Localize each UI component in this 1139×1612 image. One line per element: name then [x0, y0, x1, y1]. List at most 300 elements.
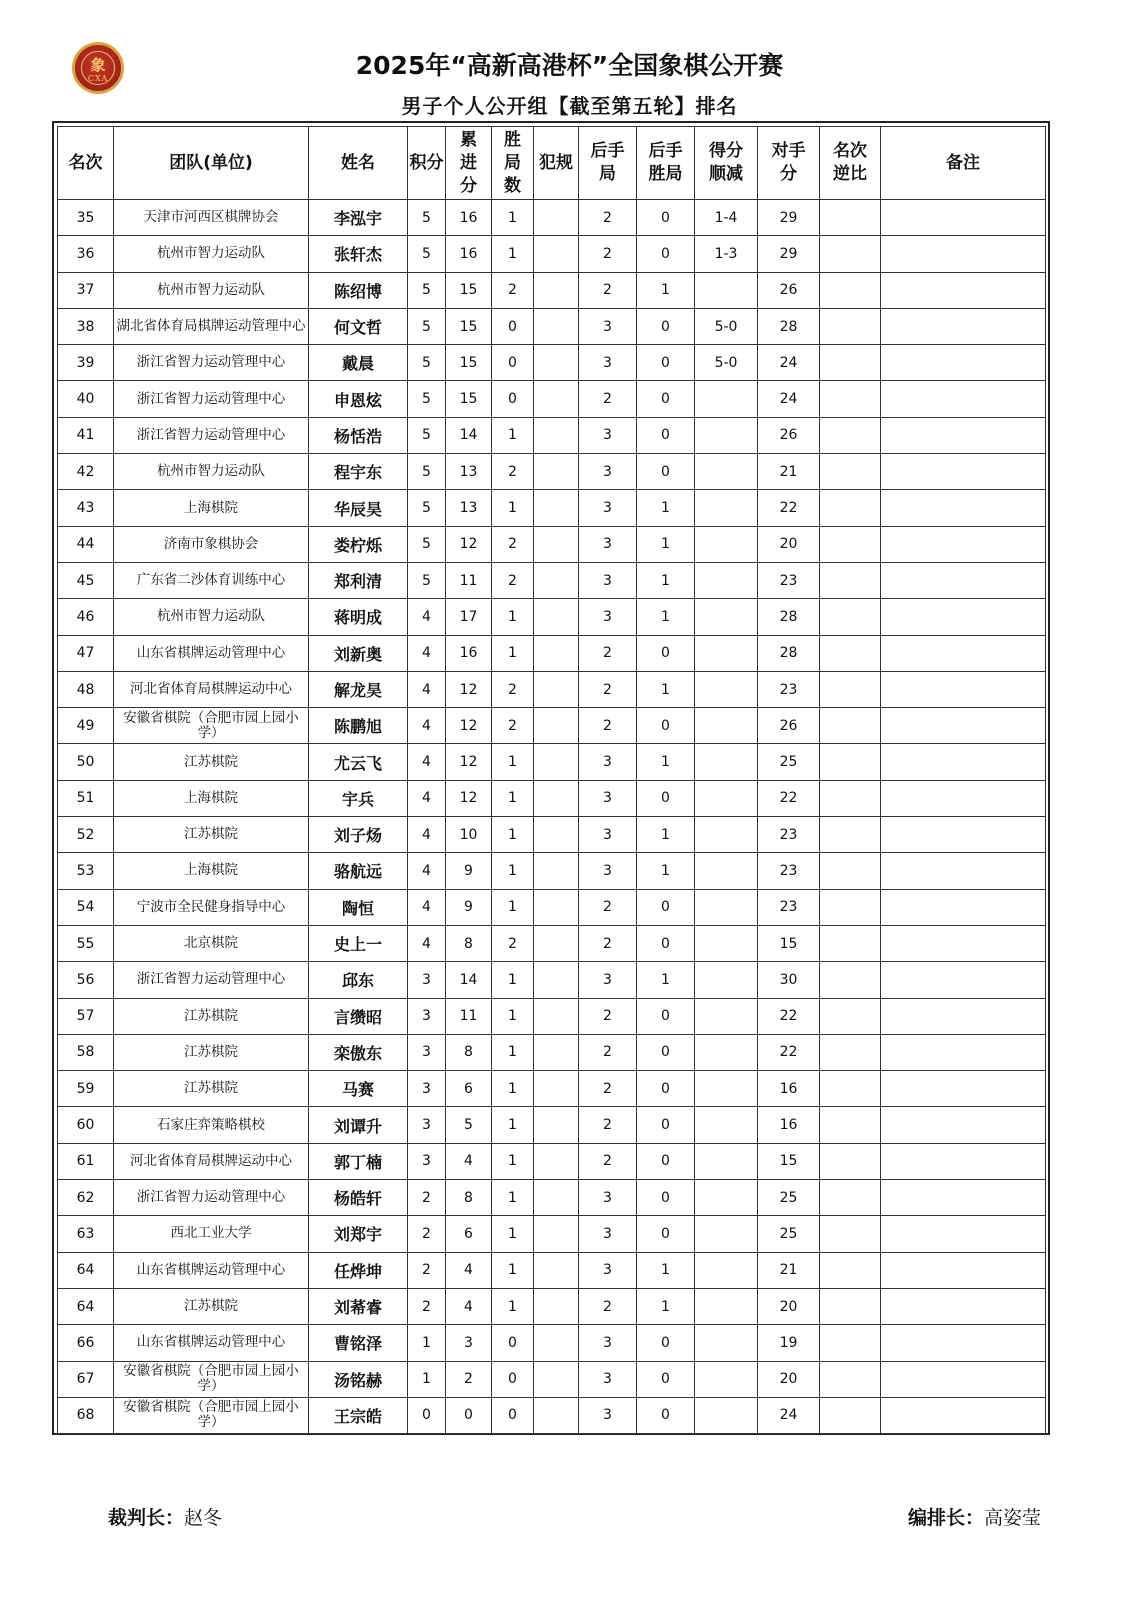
cell-points: 5	[408, 308, 446, 344]
cell-wins: 1	[492, 744, 534, 780]
cell-points: 4	[408, 599, 446, 635]
cell-team: 山东省棋牌运动管理中心	[114, 635, 309, 671]
cell-cumulative: 4	[446, 1143, 492, 1179]
cell-team: 山东省棋牌运动管理中心	[114, 1252, 309, 1288]
cell-remarks	[881, 454, 1046, 490]
cell-remarks	[881, 744, 1046, 780]
cell-cumulative: 12	[446, 671, 492, 707]
arranger-label: 编排长：	[908, 1507, 985, 1529]
cell-cumulative: 15	[446, 308, 492, 344]
cell-rank-reverse	[820, 817, 881, 853]
cell-rank: 61	[58, 1143, 114, 1179]
cell-score-decrement	[695, 780, 758, 816]
cell-black-games: 2	[579, 925, 637, 961]
cell-team: 河北省体育局棋牌运动中心	[114, 671, 309, 707]
cell-fouls	[534, 381, 579, 417]
col-header-team: 团队(单位)	[114, 127, 309, 200]
cell-opponent-score: 23	[758, 853, 820, 889]
cell-black-wins: 0	[637, 635, 695, 671]
cell-fouls	[534, 454, 579, 490]
cell-team: 杭州市智力运动队	[114, 599, 309, 635]
cell-black-games: 3	[579, 962, 637, 998]
cell-opponent-score: 24	[758, 381, 820, 417]
cell-points: 5	[408, 345, 446, 381]
cell-opponent-score: 26	[758, 272, 820, 308]
referee-name: 赵冬	[184, 1507, 223, 1529]
cell-fouls	[534, 1180, 579, 1216]
col-header-remarks: 备注	[881, 127, 1046, 200]
cell-points: 2	[408, 1180, 446, 1216]
cell-remarks	[881, 200, 1046, 236]
cell-points: 5	[408, 526, 446, 562]
cell-rank: 59	[58, 1071, 114, 1107]
cell-team: 安徽省棋院（合肥市园上园小学）	[114, 1397, 309, 1433]
cell-black-wins: 0	[637, 780, 695, 816]
cell-rank-reverse	[820, 635, 881, 671]
cell-rank: 49	[58, 708, 114, 744]
cell-score-decrement	[695, 526, 758, 562]
cell-team: 杭州市智力运动队	[114, 454, 309, 490]
cell-rank: 57	[58, 998, 114, 1034]
cell-fouls	[534, 345, 579, 381]
cell-team: 济南市象棋协会	[114, 526, 309, 562]
cell-name: 张轩杰	[309, 236, 408, 272]
cell-cumulative: 15	[446, 272, 492, 308]
cell-cumulative: 4	[446, 1252, 492, 1288]
cell-cumulative: 4	[446, 1288, 492, 1324]
cell-team: 山东省棋牌运动管理中心	[114, 1325, 309, 1361]
cell-opponent-score: 28	[758, 599, 820, 635]
cell-black-games: 3	[579, 744, 637, 780]
table-row	[58, 708, 1046, 744]
cell-black-wins: 0	[637, 1143, 695, 1179]
cell-cumulative: 13	[446, 454, 492, 490]
cell-name: 解龙昊	[309, 671, 408, 707]
cell-name: 郭丁楠	[309, 1143, 408, 1179]
cell-black-wins: 0	[637, 345, 695, 381]
cell-opponent-score: 16	[758, 1071, 820, 1107]
cell-rank-reverse	[820, 526, 881, 562]
cell-remarks	[881, 345, 1046, 381]
cell-score-decrement	[695, 1143, 758, 1179]
cell-rank: 40	[58, 381, 114, 417]
cell-cumulative: 16	[446, 200, 492, 236]
col-header-name: 姓名	[309, 127, 408, 200]
cell-wins: 0	[492, 345, 534, 381]
cell-remarks	[881, 490, 1046, 526]
cell-rank-reverse	[820, 1216, 881, 1252]
cell-fouls	[534, 200, 579, 236]
cell-opponent-score: 20	[758, 1361, 820, 1397]
cell-opponent-score: 24	[758, 1397, 820, 1433]
cell-points: 2	[408, 1216, 446, 1252]
cell-remarks	[881, 671, 1046, 707]
cell-fouls	[534, 962, 579, 998]
cell-opponent-score: 23	[758, 817, 820, 853]
table-row	[58, 454, 1046, 490]
referee-signoff	[108, 1503, 222, 1530]
cell-score-decrement	[695, 1361, 758, 1397]
table-row	[58, 962, 1046, 998]
cell-black-wins: 1	[637, 671, 695, 707]
cell-points: 5	[408, 381, 446, 417]
table-row	[58, 817, 1046, 853]
cell-score-decrement	[695, 853, 758, 889]
cell-fouls	[534, 1216, 579, 1252]
cell-black-wins: 0	[637, 708, 695, 744]
cell-fouls	[534, 272, 579, 308]
cell-points: 5	[408, 417, 446, 453]
cell-black-games: 2	[579, 381, 637, 417]
cell-cumulative: 9	[446, 889, 492, 925]
cell-points: 5	[408, 562, 446, 598]
table-row	[58, 599, 1046, 635]
cell-black-wins: 0	[637, 308, 695, 344]
cell-rank: 66	[58, 1325, 114, 1361]
cell-points: 5	[408, 236, 446, 272]
cell-black-games: 2	[579, 889, 637, 925]
cell-rank: 46	[58, 599, 114, 635]
cell-rank-reverse	[820, 1143, 881, 1179]
cell-name: 刘莃睿	[309, 1288, 408, 1324]
cell-fouls	[534, 889, 579, 925]
cell-wins: 2	[492, 272, 534, 308]
cell-black-games: 2	[579, 1143, 637, 1179]
cell-rank-reverse	[820, 1361, 881, 1397]
cell-opponent-score: 21	[758, 454, 820, 490]
cell-cumulative: 12	[446, 526, 492, 562]
cell-points: 3	[408, 1071, 446, 1107]
cell-team: 上海棋院	[114, 490, 309, 526]
cell-wins: 0	[492, 1397, 534, 1433]
cell-black-wins: 0	[637, 1361, 695, 1397]
cell-score-decrement: 1-3	[695, 236, 758, 272]
cell-points: 2	[408, 1288, 446, 1324]
cell-name: 李泓宇	[309, 200, 408, 236]
cell-cumulative: 8	[446, 925, 492, 961]
cell-name: 杨恬浩	[309, 417, 408, 453]
cell-name: 史上一	[309, 925, 408, 961]
cell-black-games: 3	[579, 417, 637, 453]
cell-team: 宁波市全民健身指导中心	[114, 889, 309, 925]
cell-name: 汤铭赫	[309, 1361, 408, 1397]
cell-team: 天津市河西区棋牌协会	[114, 200, 309, 236]
cell-fouls	[534, 1325, 579, 1361]
cell-opponent-score: 16	[758, 1107, 820, 1143]
cell-team: 湖北省体育局棋牌运动管理中心	[114, 308, 309, 344]
cell-score-decrement	[695, 1288, 758, 1324]
cell-team: 浙江省智力运动管理中心	[114, 381, 309, 417]
table-row	[58, 780, 1046, 816]
cell-rank-reverse	[820, 236, 881, 272]
cell-black-games: 3	[579, 1216, 637, 1252]
cell-team: 浙江省智力运动管理中心	[114, 417, 309, 453]
cell-black-wins: 1	[637, 526, 695, 562]
cell-rank: 48	[58, 671, 114, 707]
cell-points: 4	[408, 817, 446, 853]
cell-black-games: 2	[579, 200, 637, 236]
cell-wins: 0	[492, 381, 534, 417]
cell-rank: 35	[58, 200, 114, 236]
table-row	[58, 308, 1046, 344]
cell-cumulative: 12	[446, 780, 492, 816]
cell-fouls	[534, 417, 579, 453]
table-row	[58, 1325, 1046, 1361]
cell-wins: 0	[492, 1361, 534, 1397]
cell-team: 上海棋院	[114, 853, 309, 889]
cell-team: 浙江省智力运动管理中心	[114, 962, 309, 998]
cell-black-games: 2	[579, 671, 637, 707]
cell-team: 西北工业大学	[114, 1216, 309, 1252]
cell-opponent-score: 24	[758, 345, 820, 381]
cell-rank: 37	[58, 272, 114, 308]
cell-black-games: 3	[579, 1252, 637, 1288]
cell-black-games: 3	[579, 1397, 637, 1433]
cell-black-wins: 1	[637, 1288, 695, 1324]
cell-black-games: 3	[579, 454, 637, 490]
table-row	[58, 853, 1046, 889]
cell-points: 1	[408, 1361, 446, 1397]
cell-rank-reverse	[820, 345, 881, 381]
cell-fouls	[534, 744, 579, 780]
cell-points: 4	[408, 889, 446, 925]
cell-opponent-score: 20	[758, 1288, 820, 1324]
cell-name: 陶恒	[309, 889, 408, 925]
cell-team: 北京棋院	[114, 925, 309, 961]
cell-black-games: 3	[579, 562, 637, 598]
table-row	[58, 200, 1046, 236]
cell-wins: 1	[492, 817, 534, 853]
cell-remarks	[881, 236, 1046, 272]
referee-label: 裁判长：	[108, 1507, 185, 1529]
ranking-table	[57, 126, 1046, 1434]
cell-remarks	[881, 272, 1046, 308]
cell-wins: 2	[492, 671, 534, 707]
cell-name: 尤云飞	[309, 744, 408, 780]
cell-rank: 43	[58, 490, 114, 526]
cell-name: 郑利清	[309, 562, 408, 598]
cell-score-decrement	[695, 490, 758, 526]
cell-rank: 45	[58, 562, 114, 598]
cell-name: 程宇东	[309, 454, 408, 490]
cell-rank: 51	[58, 780, 114, 816]
arranger-name: 高姿莹	[984, 1507, 1042, 1529]
cell-wins: 2	[492, 925, 534, 961]
cell-rank: 54	[58, 889, 114, 925]
cell-rank: 42	[58, 454, 114, 490]
col-header-rank: 名次	[58, 127, 114, 200]
cell-remarks	[881, 308, 1046, 344]
cell-cumulative: 5	[446, 1107, 492, 1143]
cell-fouls	[534, 635, 579, 671]
cell-rank: 36	[58, 236, 114, 272]
cell-cumulative: 13	[446, 490, 492, 526]
col-header-score-decrement: 得分 顺减	[695, 127, 758, 200]
cell-team: 浙江省智力运动管理中心	[114, 1180, 309, 1216]
cell-score-decrement	[695, 272, 758, 308]
cell-rank: 53	[58, 853, 114, 889]
table-row	[58, 1180, 1046, 1216]
cell-black-games: 2	[579, 1034, 637, 1070]
col-header-black-wins: 后手 胜局	[637, 127, 695, 200]
cell-wins: 2	[492, 708, 534, 744]
cell-rank-reverse	[820, 1107, 881, 1143]
cell-rank-reverse	[820, 272, 881, 308]
cell-rank: 67	[58, 1361, 114, 1397]
cell-fouls	[534, 490, 579, 526]
cell-points: 5	[408, 272, 446, 308]
cell-name: 任烨坤	[309, 1252, 408, 1288]
cell-remarks	[881, 1180, 1046, 1216]
cell-wins: 1	[492, 998, 534, 1034]
cell-remarks	[881, 1361, 1046, 1397]
cell-cumulative: 9	[446, 853, 492, 889]
cell-rank-reverse	[820, 454, 881, 490]
cell-rank-reverse	[820, 308, 881, 344]
cell-remarks	[881, 962, 1046, 998]
cell-fouls	[534, 236, 579, 272]
cell-points: 5	[408, 200, 446, 236]
cell-rank-reverse	[820, 562, 881, 598]
cell-black-wins: 0	[637, 1107, 695, 1143]
cell-team: 浙江省智力运动管理中心	[114, 345, 309, 381]
cell-name: 王宗皓	[309, 1397, 408, 1433]
cell-opponent-score: 25	[758, 1216, 820, 1252]
cell-rank-reverse	[820, 599, 881, 635]
table-row	[58, 417, 1046, 453]
cell-team: 江苏棋院	[114, 998, 309, 1034]
cell-remarks	[881, 1252, 1046, 1288]
cell-opponent-score: 25	[758, 744, 820, 780]
cell-rank: 52	[58, 817, 114, 853]
cell-rank: 64	[58, 1252, 114, 1288]
cell-black-games: 3	[579, 345, 637, 381]
cell-name: 宇兵	[309, 780, 408, 816]
table-header-row	[58, 127, 1046, 200]
cell-team: 江苏棋院	[114, 817, 309, 853]
cell-rank: 56	[58, 962, 114, 998]
cell-black-wins: 0	[637, 1216, 695, 1252]
cell-fouls	[534, 671, 579, 707]
cell-score-decrement: 1-4	[695, 200, 758, 236]
cell-rank: 64	[58, 1288, 114, 1324]
table-row	[58, 236, 1046, 272]
cell-wins: 2	[492, 562, 534, 598]
cell-opponent-score: 20	[758, 526, 820, 562]
table-row	[58, 1071, 1046, 1107]
cell-remarks	[881, 1216, 1046, 1252]
cell-wins: 2	[492, 526, 534, 562]
cell-points: 2	[408, 1252, 446, 1288]
cell-remarks	[881, 417, 1046, 453]
cell-name: 申恩炫	[309, 381, 408, 417]
cell-wins: 1	[492, 1180, 534, 1216]
table-row	[58, 635, 1046, 671]
cell-wins: 1	[492, 1216, 534, 1252]
cell-name: 戴晨	[309, 345, 408, 381]
cell-rank: 63	[58, 1216, 114, 1252]
cell-remarks	[881, 708, 1046, 744]
table-row	[58, 925, 1046, 961]
cell-fouls	[534, 1107, 579, 1143]
col-header-fouls: 犯规	[534, 127, 579, 200]
cell-wins: 1	[492, 1143, 534, 1179]
cell-fouls	[534, 1252, 579, 1288]
cell-opponent-score: 22	[758, 490, 820, 526]
cell-rank-reverse	[820, 780, 881, 816]
table-row	[58, 345, 1046, 381]
cell-rank-reverse	[820, 889, 881, 925]
table-row	[58, 526, 1046, 562]
cell-score-decrement	[695, 381, 758, 417]
table-row	[58, 998, 1046, 1034]
cell-remarks	[881, 889, 1046, 925]
cell-points: 3	[408, 1034, 446, 1070]
cell-cumulative: 16	[446, 635, 492, 671]
cell-points: 4	[408, 671, 446, 707]
cell-score-decrement	[695, 1216, 758, 1252]
cell-fouls	[534, 562, 579, 598]
cell-black-wins: 0	[637, 1034, 695, 1070]
arranger-signoff	[908, 1503, 1041, 1530]
cell-rank-reverse	[820, 671, 881, 707]
cell-score-decrement	[695, 599, 758, 635]
cell-black-wins: 0	[637, 1397, 695, 1433]
cell-rank: 55	[58, 925, 114, 961]
cell-remarks	[881, 1288, 1046, 1324]
cell-remarks	[881, 780, 1046, 816]
cell-points: 4	[408, 635, 446, 671]
cell-score-decrement	[695, 562, 758, 598]
cell-black-wins: 0	[637, 889, 695, 925]
cell-rank-reverse	[820, 381, 881, 417]
cell-name: 骆航远	[309, 853, 408, 889]
cell-rank-reverse	[820, 1325, 881, 1361]
cell-name: 陈绍博	[309, 272, 408, 308]
cell-opponent-score: 29	[758, 200, 820, 236]
table-row	[58, 1397, 1046, 1433]
table-row	[58, 272, 1046, 308]
cell-cumulative: 15	[446, 381, 492, 417]
cell-score-decrement	[695, 635, 758, 671]
cell-wins: 1	[492, 599, 534, 635]
cell-black-games: 3	[579, 780, 637, 816]
table-row	[58, 1288, 1046, 1324]
cell-wins: 2	[492, 454, 534, 490]
cell-opponent-score: 26	[758, 708, 820, 744]
cell-score-decrement	[695, 1252, 758, 1288]
cell-opponent-score: 30	[758, 962, 820, 998]
cell-black-games: 2	[579, 1071, 637, 1107]
cell-black-games: 2	[579, 1288, 637, 1324]
cell-fouls	[534, 1288, 579, 1324]
cell-wins: 1	[492, 200, 534, 236]
cell-points: 5	[408, 454, 446, 490]
cell-black-games: 3	[579, 1361, 637, 1397]
table-row	[58, 1361, 1046, 1397]
cell-cumulative: 12	[446, 708, 492, 744]
cell-name: 邱东	[309, 962, 408, 998]
cell-wins: 1	[492, 1288, 534, 1324]
table-row	[58, 1216, 1046, 1252]
cell-opponent-score: 22	[758, 1034, 820, 1070]
cell-black-wins: 0	[637, 200, 695, 236]
cell-black-games: 2	[579, 236, 637, 272]
table-row	[58, 744, 1046, 780]
cell-black-games: 3	[579, 853, 637, 889]
cell-black-wins: 1	[637, 490, 695, 526]
cell-opponent-score: 25	[758, 1180, 820, 1216]
